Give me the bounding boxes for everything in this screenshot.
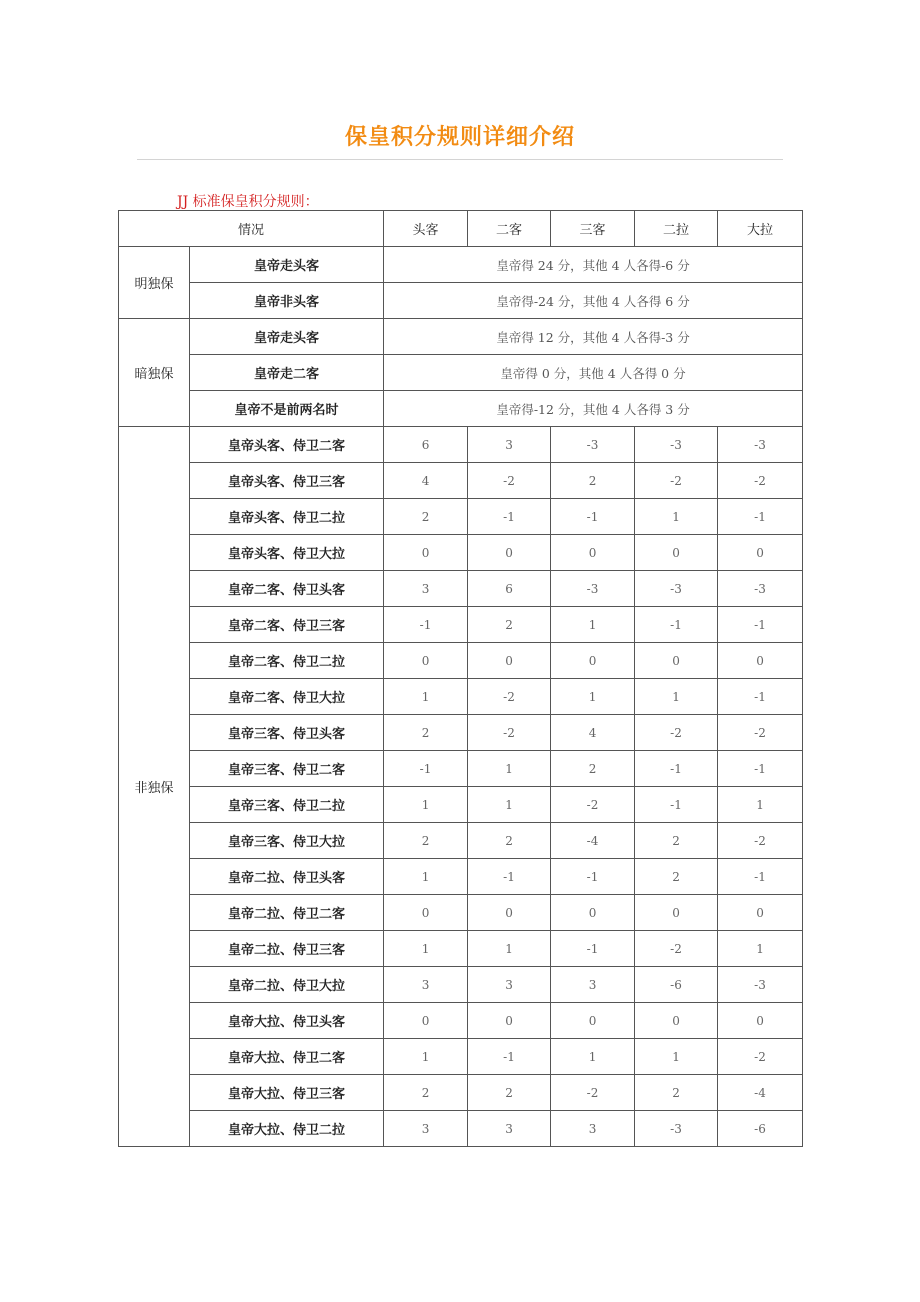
table-row xyxy=(119,427,803,463)
score-cell: -2 xyxy=(635,463,718,499)
table-row xyxy=(119,355,803,391)
score-cell: 1 xyxy=(635,499,718,535)
score-cell: -1 xyxy=(718,859,803,895)
table-row xyxy=(119,643,803,679)
result-cell: 皇帝得 24 分，其他 4 人各得-6 分 xyxy=(384,247,803,283)
table-row xyxy=(119,571,803,607)
header-col-tou-ke: 头客 xyxy=(384,211,468,247)
score-cell: 2 xyxy=(635,1075,718,1111)
situation-cell: 皇帝头客、侍卫三客 xyxy=(190,463,384,499)
table-row xyxy=(119,787,803,823)
score-cell: 3 xyxy=(468,427,551,463)
table-row xyxy=(119,391,803,427)
situation-cell: 皇帝大拉、侍卫头客 xyxy=(190,1003,384,1039)
situation-cell: 皇帝头客、侍卫二拉 xyxy=(190,499,384,535)
score-cell: -1 xyxy=(718,607,803,643)
score-cell: 0 xyxy=(635,535,718,571)
table-row xyxy=(119,859,803,895)
score-cell: 3 xyxy=(384,571,468,607)
score-cell: 6 xyxy=(384,427,468,463)
score-cell: 4 xyxy=(384,463,468,499)
score-cell: 0 xyxy=(718,643,803,679)
group-label-ming-du-bao: 明独保 xyxy=(119,247,190,319)
score-cell: 1 xyxy=(718,931,803,967)
table-row xyxy=(119,535,803,571)
score-cell: 0 xyxy=(468,1003,551,1039)
score-cell: 0 xyxy=(635,895,718,931)
header-situation: 情况 xyxy=(119,211,384,247)
table-row xyxy=(119,715,803,751)
score-cell: -3 xyxy=(718,967,803,1003)
table-row xyxy=(119,247,803,283)
score-cell: -3 xyxy=(718,427,803,463)
score-cell: 2 xyxy=(384,1075,468,1111)
score-cell: 2 xyxy=(384,823,468,859)
section-subtitle: JJ 标准保皇积分规则： xyxy=(177,194,319,210)
score-cell: -2 xyxy=(718,1039,803,1075)
score-cell: -6 xyxy=(635,967,718,1003)
situation-cell: 皇帝二客、侍卫头客 xyxy=(190,571,384,607)
score-cell: -1 xyxy=(718,499,803,535)
header-row xyxy=(119,211,803,247)
score-cell: -1 xyxy=(384,751,468,787)
score-cell: 4 xyxy=(551,715,635,751)
situation-cell: 皇帝头客、侍卫二客 xyxy=(190,427,384,463)
score-cell: 1 xyxy=(468,931,551,967)
score-cell: 1 xyxy=(384,859,468,895)
situation-cell: 皇帝三客、侍卫头客 xyxy=(190,715,384,751)
score-cell: -1 xyxy=(718,679,803,715)
score-cell: 2 xyxy=(468,1075,551,1111)
situation-cell: 皇帝三客、侍卫二拉 xyxy=(190,787,384,823)
score-cell: 1 xyxy=(384,679,468,715)
score-cell: 1 xyxy=(551,607,635,643)
score-cell: -2 xyxy=(468,715,551,751)
score-cell: -6 xyxy=(718,1111,803,1147)
score-cell: -3 xyxy=(635,427,718,463)
score-cell: 3 xyxy=(551,967,635,1003)
table-row xyxy=(119,931,803,967)
page-title: 保皇积分规则详细介绍 xyxy=(344,125,575,150)
score-cell: 2 xyxy=(635,859,718,895)
score-cell: 3 xyxy=(384,1111,468,1147)
score-cell: 0 xyxy=(551,535,635,571)
score-cell: 0 xyxy=(384,643,468,679)
situation-cell: 皇帝二拉、侍卫二客 xyxy=(190,895,384,931)
score-cell: -1 xyxy=(718,751,803,787)
score-cell: 1 xyxy=(468,751,551,787)
score-cell: 0 xyxy=(384,1003,468,1039)
situation-cell: 皇帝大拉、侍卫二客 xyxy=(190,1039,384,1075)
title-divider xyxy=(137,159,783,160)
score-cell: -2 xyxy=(468,679,551,715)
score-cell: -1 xyxy=(468,1039,551,1075)
situation-cell: 皇帝非头客 xyxy=(190,283,384,319)
situation-cell: 皇帝二客、侍卫三客 xyxy=(190,607,384,643)
score-cell: 1 xyxy=(551,679,635,715)
score-cell: 1 xyxy=(551,1039,635,1075)
table-row xyxy=(119,823,803,859)
table-row xyxy=(119,1075,803,1111)
score-cell: -1 xyxy=(635,787,718,823)
score-cell: 2 xyxy=(468,823,551,859)
situation-cell: 皇帝二拉、侍卫三客 xyxy=(190,931,384,967)
situation-cell: 皇帝二客、侍卫大拉 xyxy=(190,679,384,715)
score-cell: 1 xyxy=(384,787,468,823)
score-cell: 0 xyxy=(468,895,551,931)
table-row xyxy=(119,463,803,499)
score-cell: 3 xyxy=(551,1111,635,1147)
score-cell: 2 xyxy=(384,499,468,535)
score-cell: 3 xyxy=(384,967,468,1003)
score-cell: -2 xyxy=(718,715,803,751)
score-cell: -1 xyxy=(468,859,551,895)
score-cell: 0 xyxy=(551,895,635,931)
table-row xyxy=(119,607,803,643)
result-cell: 皇帝得 0 分，其他 4 人各得 0 分 xyxy=(384,355,803,391)
table-row xyxy=(119,283,803,319)
score-cell: 1 xyxy=(384,931,468,967)
score-cell: -3 xyxy=(635,1111,718,1147)
score-cell: 0 xyxy=(718,535,803,571)
result-cell: 皇帝得-12 分，其他 4 人各得 3 分 xyxy=(384,391,803,427)
score-cell: 1 xyxy=(635,1039,718,1075)
table-row xyxy=(119,499,803,535)
table-row xyxy=(119,1111,803,1147)
table-row xyxy=(119,895,803,931)
situation-cell: 皇帝三客、侍卫大拉 xyxy=(190,823,384,859)
score-cell: -1 xyxy=(551,859,635,895)
score-cell: -4 xyxy=(551,823,635,859)
situation-cell: 皇帝走二客 xyxy=(190,355,384,391)
score-cell: -2 xyxy=(551,1075,635,1111)
table-row xyxy=(119,679,803,715)
score-cell: 3 xyxy=(468,1111,551,1147)
situation-cell: 皇帝二拉、侍卫头客 xyxy=(190,859,384,895)
score-cell: -2 xyxy=(635,931,718,967)
score-cell: 0 xyxy=(635,643,718,679)
score-cell: 0 xyxy=(635,1003,718,1039)
score-cell: 1 xyxy=(468,787,551,823)
header-col-da-la: 大拉 xyxy=(718,211,803,247)
score-cell: -1 xyxy=(635,751,718,787)
group-label-fei-du-bao: 非独保 xyxy=(119,427,190,1147)
table-row xyxy=(119,1003,803,1039)
score-cell: -3 xyxy=(635,571,718,607)
situation-cell: 皇帝走头客 xyxy=(190,247,384,283)
score-table xyxy=(118,210,803,1147)
score-cell: -1 xyxy=(635,607,718,643)
score-cell: -2 xyxy=(635,715,718,751)
score-cell: -3 xyxy=(718,571,803,607)
score-cell: 0 xyxy=(384,535,468,571)
score-cell: 1 xyxy=(718,787,803,823)
table-row xyxy=(119,751,803,787)
score-cell: 3 xyxy=(468,967,551,1003)
score-cell: 0 xyxy=(551,643,635,679)
table-row xyxy=(119,967,803,1003)
table-row xyxy=(119,1039,803,1075)
score-cell: 2 xyxy=(551,751,635,787)
situation-cell: 皇帝大拉、侍卫二拉 xyxy=(190,1111,384,1147)
situation-cell: 皇帝走头客 xyxy=(190,319,384,355)
score-cell: 0 xyxy=(718,895,803,931)
situation-cell: 皇帝不是前两名时 xyxy=(190,391,384,427)
score-cell: 6 xyxy=(468,571,551,607)
score-cell: -2 xyxy=(718,823,803,859)
score-cell: 0 xyxy=(384,895,468,931)
score-cell: -3 xyxy=(551,427,635,463)
score-cell: 0 xyxy=(468,643,551,679)
situation-cell: 皇帝三客、侍卫二客 xyxy=(190,751,384,787)
situation-cell: 皇帝头客、侍卫大拉 xyxy=(190,535,384,571)
score-cell: 0 xyxy=(551,1003,635,1039)
header-col-er-la: 二拉 xyxy=(635,211,718,247)
header-col-san-ke: 三客 xyxy=(551,211,635,247)
score-cell: 0 xyxy=(468,535,551,571)
score-cell: 1 xyxy=(635,679,718,715)
score-cell: -1 xyxy=(384,607,468,643)
score-cell: -4 xyxy=(718,1075,803,1111)
score-cell: 1 xyxy=(384,1039,468,1075)
score-cell: 2 xyxy=(468,607,551,643)
situation-cell: 皇帝大拉、侍卫三客 xyxy=(190,1075,384,1111)
score-cell: 2 xyxy=(635,823,718,859)
score-cell: -2 xyxy=(468,463,551,499)
score-cell: 0 xyxy=(718,1003,803,1039)
score-cell: 2 xyxy=(551,463,635,499)
score-cell: -3 xyxy=(551,571,635,607)
situation-cell: 皇帝二拉、侍卫大拉 xyxy=(190,967,384,1003)
group-label-an-du-bao: 暗独保 xyxy=(119,319,190,427)
score-cell: -1 xyxy=(551,931,635,967)
table-row xyxy=(119,319,803,355)
score-cell: -1 xyxy=(551,499,635,535)
situation-cell: 皇帝二客、侍卫二拉 xyxy=(190,643,384,679)
score-cell: -1 xyxy=(468,499,551,535)
score-cell: -2 xyxy=(718,463,803,499)
header-col-er-ke: 二客 xyxy=(468,211,551,247)
score-cell: -2 xyxy=(551,787,635,823)
score-cell: 2 xyxy=(384,715,468,751)
result-cell: 皇帝得-24 分，其他 4 人各得 6 分 xyxy=(384,283,803,319)
result-cell: 皇帝得 12 分，其他 4 人各得-3 分 xyxy=(384,319,803,355)
